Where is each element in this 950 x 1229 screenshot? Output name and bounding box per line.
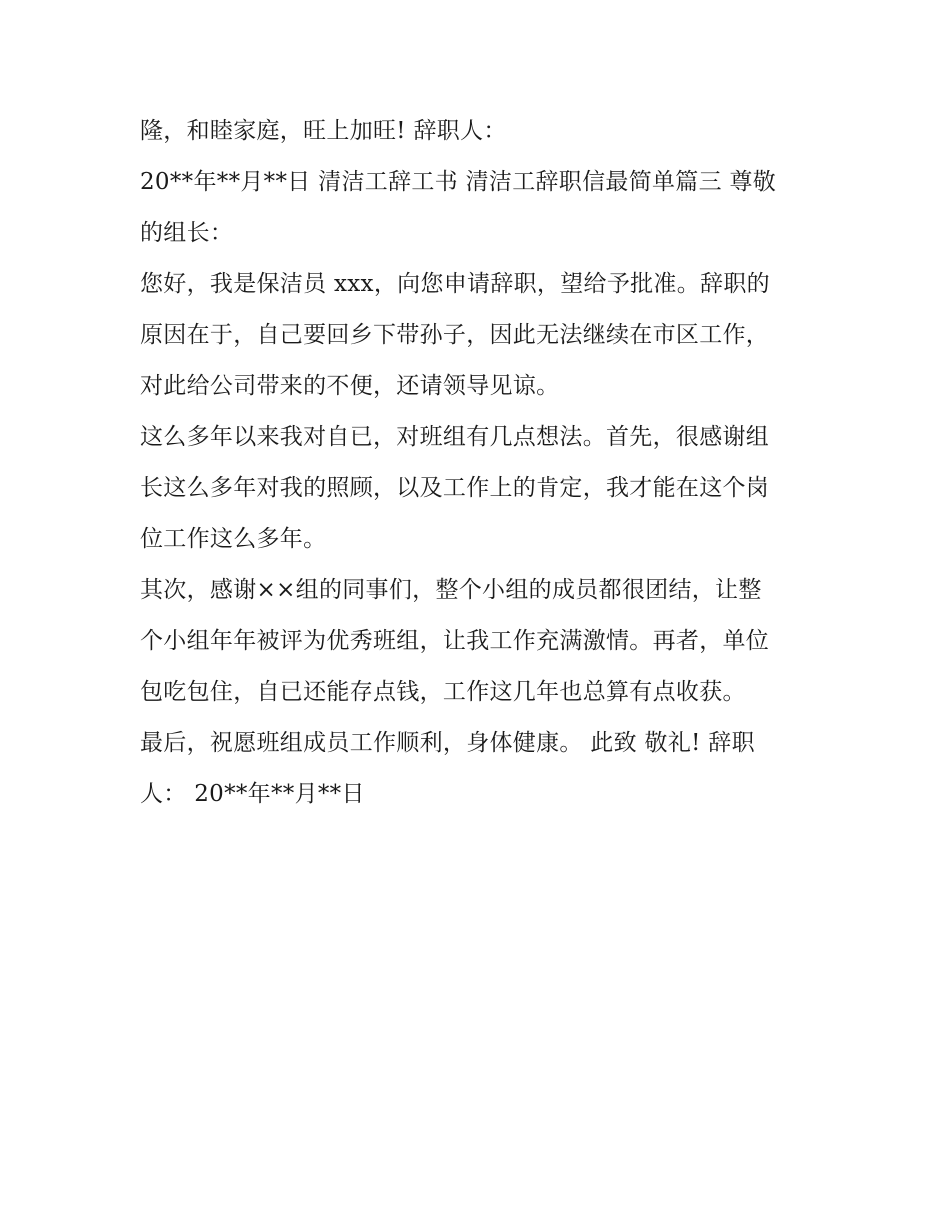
text-line: 的组长：	[140, 220, 234, 246]
text-line: 您好，我是保洁员 xxx，向您申请辞职，望给予批准。辞职的	[140, 271, 770, 297]
text-line: 隆，和睦家庭，旺上加旺! 辞职人：	[140, 118, 507, 144]
document-body	[140, 106, 830, 820]
text-line: 位工作这么多年。	[140, 526, 327, 552]
text-line: 个小组年年被评为优秀班组，让我工作充满激情。再者，单位	[140, 628, 770, 654]
text-line: 包吃包住，自已还能存点钱，工作这几年也总算有点收获。	[140, 679, 746, 705]
text-line: 对此给公司带来的不便，还请领导见谅。	[140, 373, 560, 399]
text-line: 原因在于，自己要回乡下带孙子，因此无法继续在市区工作，	[140, 322, 770, 348]
text-line: 长这么多年对我的照顾，以及工作上的肯定，我才能在这个岗	[140, 475, 770, 501]
text-line: 20**年**月**日 清洁工辞工书 清洁工辞职信最简单篇三 尊敬	[140, 169, 777, 195]
text-line: 人： 20**年**月**日	[140, 781, 365, 807]
text-line: 最后，祝愿班组成员工作顺利，身体健康。 此致 敬礼! 辞职	[140, 730, 755, 756]
text-line: 其次，感谢××组的同事们，整个小组的成员都很团结，让整	[140, 577, 762, 603]
text-line: 这么多年以来我对自已，对班组有几点想法。首先，很感谢组	[140, 424, 770, 450]
